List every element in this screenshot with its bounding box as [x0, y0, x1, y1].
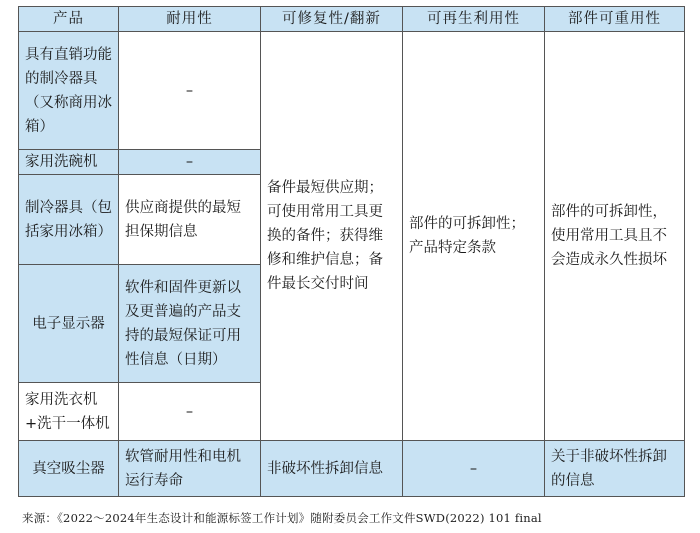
repairability-vacuum-cleaner: 非破坏性拆卸信息 — [261, 441, 403, 497]
durability-dishwasher: – — [119, 150, 261, 175]
recyclability-merged: 部件的可拆卸性；产品特定条款 — [403, 32, 545, 441]
durability-washing-machine: – — [119, 383, 261, 441]
ecodesign-table — [18, 6, 685, 497]
product-electronic-display: 电子显示器 — [19, 265, 119, 383]
product-vacuum-cleaner: 真空吸尘器 — [19, 441, 119, 497]
source-note: 来源：《2022～2024年生态设计和能源标签工作计划》随附委员会工作文件SWD(2022) 101 final — [22, 511, 542, 525]
product-household-fridge: 制冷器具（包括家用冰箱） — [19, 175, 119, 265]
durability-household-fridge: 供应商提供的最短担保期信息 — [119, 175, 261, 265]
product-dishwasher: 家用洗碗机 — [19, 150, 119, 175]
table-row — [19, 32, 685, 150]
table-row — [19, 441, 685, 497]
reusability-merged: 部件的可拆卸性，使用常用工具且不会造成永久性损坏 — [545, 32, 685, 441]
table-header-row — [19, 7, 685, 32]
header-durability: 耐用性 — [119, 7, 261, 32]
durability-vacuum-cleaner: 软管耐用性和电机运行寿命 — [119, 441, 261, 497]
recyclability-vacuum-cleaner: – — [403, 441, 545, 497]
product-washing-machine: 家用洗衣机+洗干一体机 — [19, 383, 119, 441]
repairability-merged: 备件最短供应期；可使用常用工具更换的备件；获得维修和维护信息；备件最长交付时间 — [261, 32, 403, 441]
product-commercial-fridge: 具有直销功能的制冷器具（又称商用冰箱） — [19, 32, 119, 150]
header-product: 产品 — [19, 7, 119, 32]
header-reusability: 部件可重用性 — [545, 7, 685, 32]
header-repairability: 可修复性/翻新 — [261, 7, 403, 32]
durability-commercial-fridge: – — [119, 32, 261, 150]
reusability-vacuum-cleaner: 关于非破坏性拆卸的信息 — [545, 441, 685, 497]
header-recyclability: 可再生利用性 — [403, 7, 545, 32]
durability-electronic-display: 软件和固件更新以及更普遍的产品支持的最短保证可用性信息（日期） — [119, 265, 261, 383]
